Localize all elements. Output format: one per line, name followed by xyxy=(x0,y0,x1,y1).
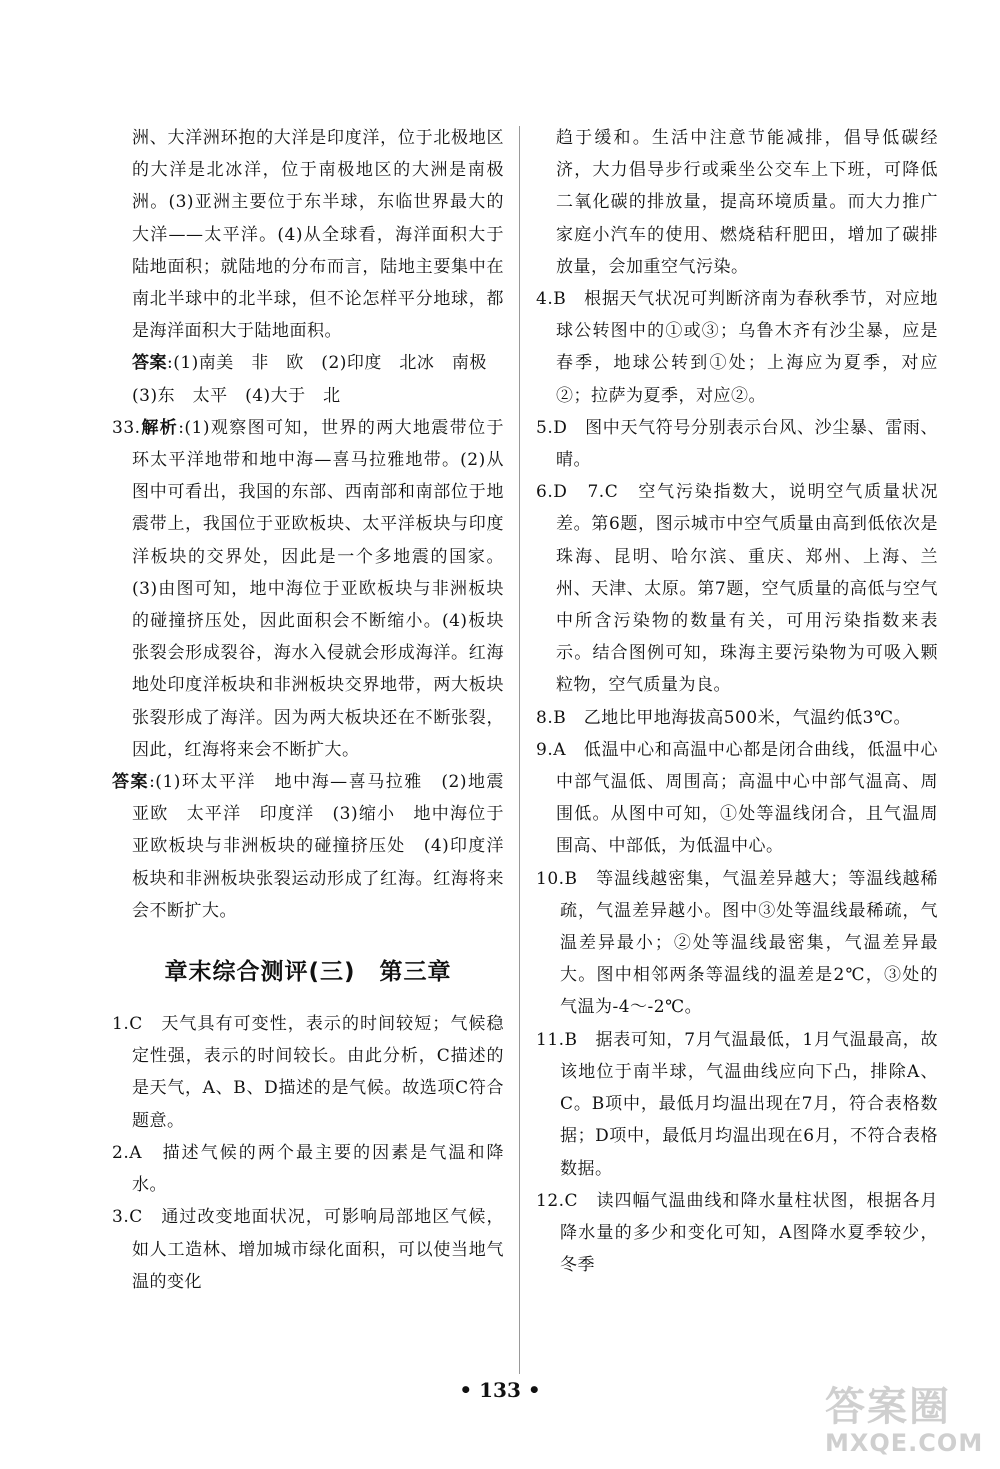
left-column xyxy=(112,122,522,1298)
section-heading-main: 章末综合测评(三) xyxy=(164,959,356,986)
answer-2: 2.A 描述气候的两个最主要的因素是气温和降水。 xyxy=(112,1142,504,1196)
section-heading-chapter: 第三章 xyxy=(379,959,452,986)
answer-label: 答案 xyxy=(132,353,167,374)
answer-33-analysis xyxy=(112,412,504,766)
answer-6-7: 6.D 7.C 空气污染指数大，说明空气质量状况差。第6题，图示城市中空气质量由高到低依次是珠海、昆明、哈尔滨、重庆、郑州、上海、兰州、天津、太原。第7题，空气质量的高低与空气中所含污染物的数量有关，可用污染指数来表示。结合图例可知，珠海主要污染物为可吸入颗粒物，空气质量为良。 xyxy=(536,482,938,696)
answer-8: 8.B 乙地比甲地海拔高500米，气温约低3℃。 xyxy=(536,707,911,728)
analysis-label: 解析 xyxy=(140,417,179,438)
watermark-url: MXQE.COM xyxy=(825,1429,984,1457)
section-heading xyxy=(112,953,504,986)
answer-4: 4.B 根据天气状况可判断济南为春秋季节，对应地球公转图中的①或③；乌鲁木齐有沙尘暴，应是春季，地球公转到①处；上海应为夏季，对应②；拉萨为夏季，对应②。 xyxy=(536,289,938,406)
answer-9: 9.A 低温中心和高温中心都是闭合曲线，低温中心中部气温低、周围高；高温中心中部气温高、周围低。从图中可知，①处等温线闭合，且气温周围高、中部低，为低温中心。 xyxy=(536,739,938,857)
answer-32-key-line-2: (3)东 太平 (4)大于 北 xyxy=(132,385,341,406)
watermark-logo xyxy=(825,1385,995,1465)
right-column xyxy=(536,122,938,1281)
answer-5: 5.D 图中天气符号分别表示台风、沙尘暴、雷雨、晴。 xyxy=(536,417,938,471)
answer-11: 11.B 据表可知，7月气温最低，1月气温最高，故该地位于南半球，气温曲线应向下凸，排除A、C。B项中，最低月均温出现在7月，符合表格数据；D项中，最低月均温出现在6月，不符合表格数据。 xyxy=(536,1029,938,1179)
answer-33-key xyxy=(112,766,522,927)
answer-32-key-line-1 xyxy=(112,347,504,379)
column-divider xyxy=(519,126,520,1374)
answer-32-key-text-1: :(1)南美 非 欧 (2)印度 北冰 南极 xyxy=(167,353,487,374)
page-number: • 133 • xyxy=(459,1378,541,1402)
question-number: 33. xyxy=(112,417,141,438)
answer-label: 答案 xyxy=(112,772,150,793)
answer-32-continued: 洲、大洋洲环抱的大洋是印度洋，位于北极地区的大洋是北冰洋，位于南极地区的大洲是南极洲。(3)亚洲主要位于东半球，东临世界最大的大洋——太平洋。(4)从全球看，海洋面积大于陆地面积；就陆地的分布而言，陆地主要集中在南北半球中的北半球，但不论怎样平分地球，都是海洋面积大于陆地面积。 xyxy=(132,128,504,342)
answer-1: 1.C 天气具有可变性，表示的时间较短；气候稳定性强，表示的时间较长。由此分析，C描述的是天气，A、B、D描述的是气候。故选项C符合题意。 xyxy=(112,1014,504,1131)
watermark-logo-text: 答案圈 xyxy=(825,1384,951,1430)
answer-10: 10.B 等温线越密集，气温差异越大；等温线越稀疏，气温差异越小。图中③处等温线最稀疏，气温差异最小；②处等温线最密集，气温差异最大。图中相邻两条等温线的温差是2℃，③处的气温为-4～-2℃。 xyxy=(536,868,938,1018)
answer-33-analysis-text: :(1)观察图可知，世界的两大地震带位于环太平洋地带和地中海—喜马拉雅地带。(2)从图中可看出，我国的东部、西南部和南部位于地震带上，我国位于亚欧板块、太平洋板块与印度洋板块的交界处，因此是一个多地震的国家。(3)由图可知，地中海位于亚欧板块与非洲板块的碰撞挤压处，因此面积会不断缩小。(4)板块张裂会形成裂谷，海水入侵就会形成海洋。红海地处印度洋板块和非洲板块交界地带，两大板块张裂形成了海洋。因为两大板块还在不断张裂，因此，红海将来会不断扩大。 xyxy=(132,417,505,760)
answer-3-continued: 趋于缓和。生活中注意节能减排，倡导低碳经济，大力倡导步行或乘坐公交车上下班，可降低二氧化碳的排放量，提高环境质量。而大力推广家庭小汽车的使用、燃烧秸秆肥田，增加了碳排放量，会加重空气污染。 xyxy=(556,128,938,277)
answer-12: 12.C 读四幅气温曲线和降水量柱状图，根据各月降水量的多少和变化可知，A图降水夏季较少，冬季 xyxy=(536,1190,938,1276)
answer-3: 3.C 通过改变地面状况，可影响局部地区气候，如人工造林、增加城市绿化面积，可以使当地气温的变化 xyxy=(112,1207,504,1292)
answer-33-key-text: :(1)环太平洋 地中海—喜马拉雅 (2)地震 亚欧 太平洋 印度洋 (3)缩小 地中海位于亚欧板块与非洲板块的碰撞挤压处 (4)印度洋板块和非洲板块张裂运动形成了红海。红海将来会不断扩大。 xyxy=(132,772,522,921)
